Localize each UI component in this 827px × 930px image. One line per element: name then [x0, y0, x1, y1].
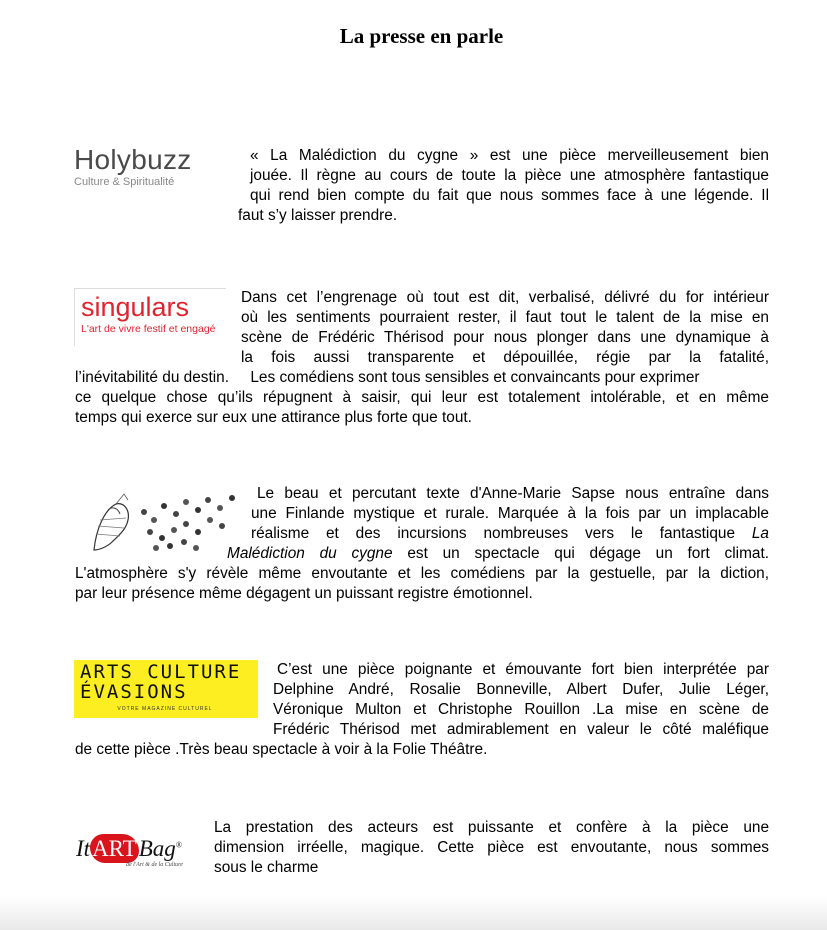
review-line: la fois aussi transparente et dépouillée, régie par la fatalité,	[241, 349, 769, 366]
arts-culture-line2: ÉVASIONS	[80, 681, 188, 703]
review-singulars	[75, 288, 769, 428]
review-line: Frédéric Thérisod met admirablement en valeur le côté maléfique	[273, 721, 769, 738]
review-illustration	[75, 484, 769, 604]
itartbag-logo-art: ART	[92, 836, 137, 861]
review-line: jouée. Il règne au cours de toute la pièce une atmosphère fantastique	[250, 167, 769, 184]
holybuzz-logo	[74, 146, 192, 188]
review-line: de cette pièce .Très beau spectacle à voir à la Folie Théâtre.	[75, 741, 488, 758]
review-text: réalisme et des incursions nombreuses vers le fantastique	[251, 525, 752, 542]
registered-mark: ®	[175, 840, 182, 850]
review-line: une Finlande mystique et rurale. Marquée à la fois par un implacable	[251, 505, 769, 522]
review-text: est un spectacle qui dégage un fort climat.	[392, 545, 769, 562]
itartbag-logo-pre: It	[76, 836, 91, 861]
review-line: La prestation des acteurs est puissante et confère à la pièce une	[214, 819, 769, 836]
review-line: L'atmosphère s'y révèle même envoutante et les comédiens par la gestuelle, par la diction,	[75, 565, 769, 582]
review-line: qui rend bien compte du fait que nous sommes face à une légende. Il	[250, 187, 769, 204]
arts-culture-line1: ARTS CULTURE	[80, 661, 242, 683]
play-title: Malédiction du cygne	[227, 545, 393, 562]
singulars-logo-tagline: L'art de vivre festif et engagé	[81, 323, 216, 335]
page-bottom-shadow	[0, 897, 827, 930]
arts-culture-tagline: VOTRE MAGAZINE CULTUREL	[117, 706, 213, 712]
review-line: Véronique Multon et Christophe Rouillon .La mise en scène de	[273, 701, 769, 718]
itartbag-logo-tagline: de l'Art & de la Culture	[126, 862, 183, 868]
review-arts-culture	[75, 660, 769, 760]
review-itartbag	[214, 818, 769, 878]
review-line: dimension irréelle, magique. Cette pièce est envoutante, nous sommes	[214, 839, 769, 856]
page-title: La presse en parle	[339, 24, 504, 48]
review-line: Dans cet l’engrenage où tout est dit, verbalisé, délivré du for intérieur	[241, 289, 769, 306]
review-line: Le beau et percutant texte d'Anne-Marie Sapse nous entraîne dans	[257, 485, 769, 502]
review-line: où les sentiments pourraient rester, il faut tout le talent de la mise en	[241, 309, 769, 326]
holybuzz-logo-name: Holybuzz	[74, 144, 192, 175]
review-line: l’inévitabilité du destin. Les comédiens sont tous sensibles et convaincants pour exprimer	[75, 369, 700, 386]
review-line	[227, 544, 769, 564]
review-line: par leur présence même dégagent un puissant registre émotionnel.	[75, 585, 533, 602]
itartbag-logo	[76, 836, 183, 868]
play-title-part: La	[751, 525, 769, 542]
holybuzz-logo-tagline: Culture & Spiritualité	[74, 176, 175, 188]
review-holybuzz	[238, 146, 769, 226]
review-line: C’est une pièce poignante et émouvante fort bien interprétée par	[277, 661, 769, 678]
review-line: ce quelque chose qu’ils répugnent à saisir, qui leur est totalement intolérable, et en même	[75, 389, 769, 406]
singulars-logo-name: singulars	[81, 292, 190, 322]
review-line: temps qui exerce sur eux une attirance plus forte que tout.	[75, 409, 472, 426]
review-line: sous le charme	[214, 859, 319, 876]
review-line: scène de Frédéric Thérisod pour nous plonger dans une dynamique à	[241, 329, 769, 346]
itartbag-logo-post: Bag	[138, 836, 176, 861]
review-line: « La Malédiction du cygne » est une pièce merveilleusement bien	[250, 147, 769, 164]
review-line: faut s’y laisser prendre.	[238, 207, 398, 224]
review-line: Delphine André, Rosalie Bonneville, Albert Dufer, Julie Léger,	[273, 681, 769, 698]
review-line	[251, 524, 769, 544]
